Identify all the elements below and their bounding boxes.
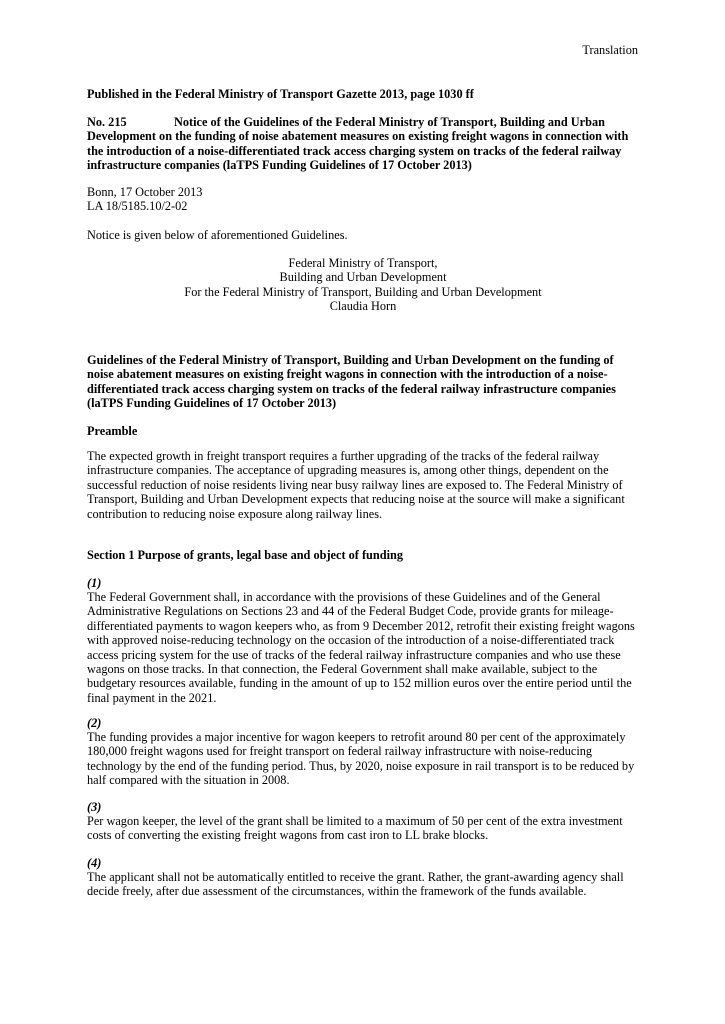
- section-1-heading: Section 1 Purpose of grants, legal base and object of funding: [87, 548, 403, 562]
- notice-number: No. 215: [87, 115, 127, 129]
- signature-name: Claudia Horn: [329, 299, 397, 314]
- paragraph-text: The applicant shall not be automatically entitled to receive the grant. Rather, the grant-awarding agency shall decide freely, after due assessment of the circumstances, within the framework of the funds available.: [87, 870, 624, 899]
- reference-number: LA 18/5185.10/2-02: [87, 199, 188, 213]
- paragraph-number: (1): [87, 576, 102, 590]
- paragraph-text: The Federal Government shall, in accordance with the provisions of these Guidelines and of the General Administrative Regulations on Sections 23 and 44 of the Federal Budget Code, provide grants for mileage-differentiated payments to wagon keepers who, as from 9 December 2012, retrofit their existing freight wagons with approved noise-reducing technology on the occasion of the introduction of a noise-differentiated track access pricing system for the use of tracks of the federal railway infrastructure companies and who use these wagons on those tracks. In that connection, the Federal Government shall make available, subject to the budgetary resources available, funding in the amount of up to 152 million euros over the entire period until the final payment in the 2021.: [87, 590, 635, 705]
- paragraph-number: (2): [87, 716, 102, 730]
- notice-title: Notice of the Guidelines of the Federal Ministry of Transport, Building and Urban Development on the funding of noise abatement measures on existing freight wagons in connection with the introduction of a noise-differentiated track access charging system on tracks of the federal railway infrastructure companies (laTPS Funding Guidelines of 17 October 2013): [87, 115, 629, 173]
- translation-label: Translation: [582, 43, 638, 57]
- preamble-text: The expected growth in freight transport requires a further upgrading of the tracks of the federal railway infrastructure companies. The acceptance of upgrading measures is, among other things, dependent on the successful reduction of noise residents living near busy railway lines are exposed to. The Federal Ministry of Transport, Building and Urban Development expects that reducing noise at the source will make a significant contribution to reducing noise exposure along railway lines.: [87, 449, 625, 521]
- notice-text: Notice is given below of aforementioned Guidelines.: [87, 228, 348, 242]
- paragraph-text: Per wagon keeper, the level of the grant shall be limited to a maximum of 50 per cent of the extra investment costs of converting the existing freight wagons from cast iron to LL brake blocks.: [87, 814, 623, 843]
- guidelines-title: Guidelines of the Federal Ministry of Transport, Building and Urban Development on the funding of noise abatement measures on existing freight wagons in connection with the introduction of a noise-differentiated track access charging system on tracks of the federal railway infrastructure companies (laTPS Funding Guidelines of 17 October 2013): [87, 353, 616, 411]
- place-date: Bonn, 17 October 2013: [87, 185, 203, 199]
- paragraph-number: (3): [87, 800, 102, 814]
- paragraph-number: (4): [87, 856, 102, 870]
- signature-block: [87, 256, 639, 314]
- publication-line: Published in the Federal Ministry of Transport Gazette 2013, page 1030 ff: [87, 87, 474, 101]
- notice-heading: [87, 115, 639, 173]
- signature-line-2: Building and Urban Development: [279, 270, 447, 285]
- paragraph-text: The funding provides a major incentive for wagon keepers to retrofit around 80 per cent of the approximately 180,000 freight wagons used for freight transport on federal railway infrastructure with noise-reducing technology by the end of the funding period. Thus, by 2020, noise exposure in rail transport is to be reduced by half compared with the situation in 2008.: [87, 730, 635, 788]
- signature-line-3: For the Federal Ministry of Transport, Building and Urban Development: [184, 284, 542, 299]
- signature-line-1: Federal Ministry of Transport,: [288, 256, 438, 270]
- preamble-heading: Preamble: [87, 424, 138, 438]
